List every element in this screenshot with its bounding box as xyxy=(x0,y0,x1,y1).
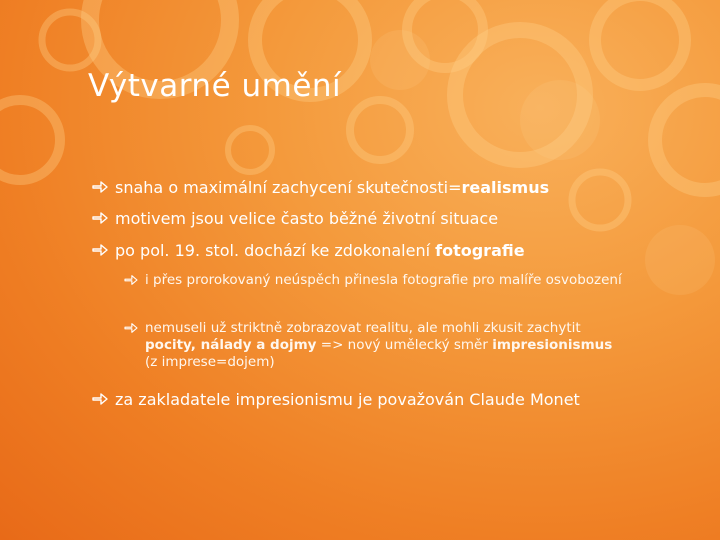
arrow-bullet-icon xyxy=(124,274,138,286)
bullet-text: po pol. 19. stol. dochází ke zdokonalení fotografie xyxy=(115,241,525,260)
sub-bullet-impressionism xyxy=(124,320,624,371)
bullet-text: snaha o maximální zachycení skutečnosti=realismus xyxy=(115,178,550,197)
sub-bullet-liberation xyxy=(124,272,624,289)
bullet-item-monet xyxy=(92,389,622,410)
arrow-bullet-icon xyxy=(92,392,108,406)
bullet-text: motivem jsou velice často běžné životní situace xyxy=(115,209,499,228)
arrow-bullet-icon xyxy=(92,180,108,194)
bullet-item-motives xyxy=(92,208,622,229)
bullet-text: za zakladatele impresionismu je považován Claude Monet xyxy=(115,390,580,409)
arrow-bullet-icon xyxy=(124,322,138,334)
arrow-bullet-icon xyxy=(92,243,108,257)
arrow-bullet-icon xyxy=(92,211,108,225)
bullet-item-realism xyxy=(92,177,622,198)
bullet-item-photography xyxy=(92,240,622,261)
bullet-text: nemuseli už striktně zobrazovat realitu, ale mohli zkusit zachytit pocity, nálady a dojmy => nový umělecký směr impresionismus (z imprese=dojem) xyxy=(145,320,613,370)
slide-title: Výtvarné umění xyxy=(88,68,342,104)
bullet-text: i přes prorokovaný neúspěch přinesla fotografie pro malíře osvobození xyxy=(145,272,622,288)
